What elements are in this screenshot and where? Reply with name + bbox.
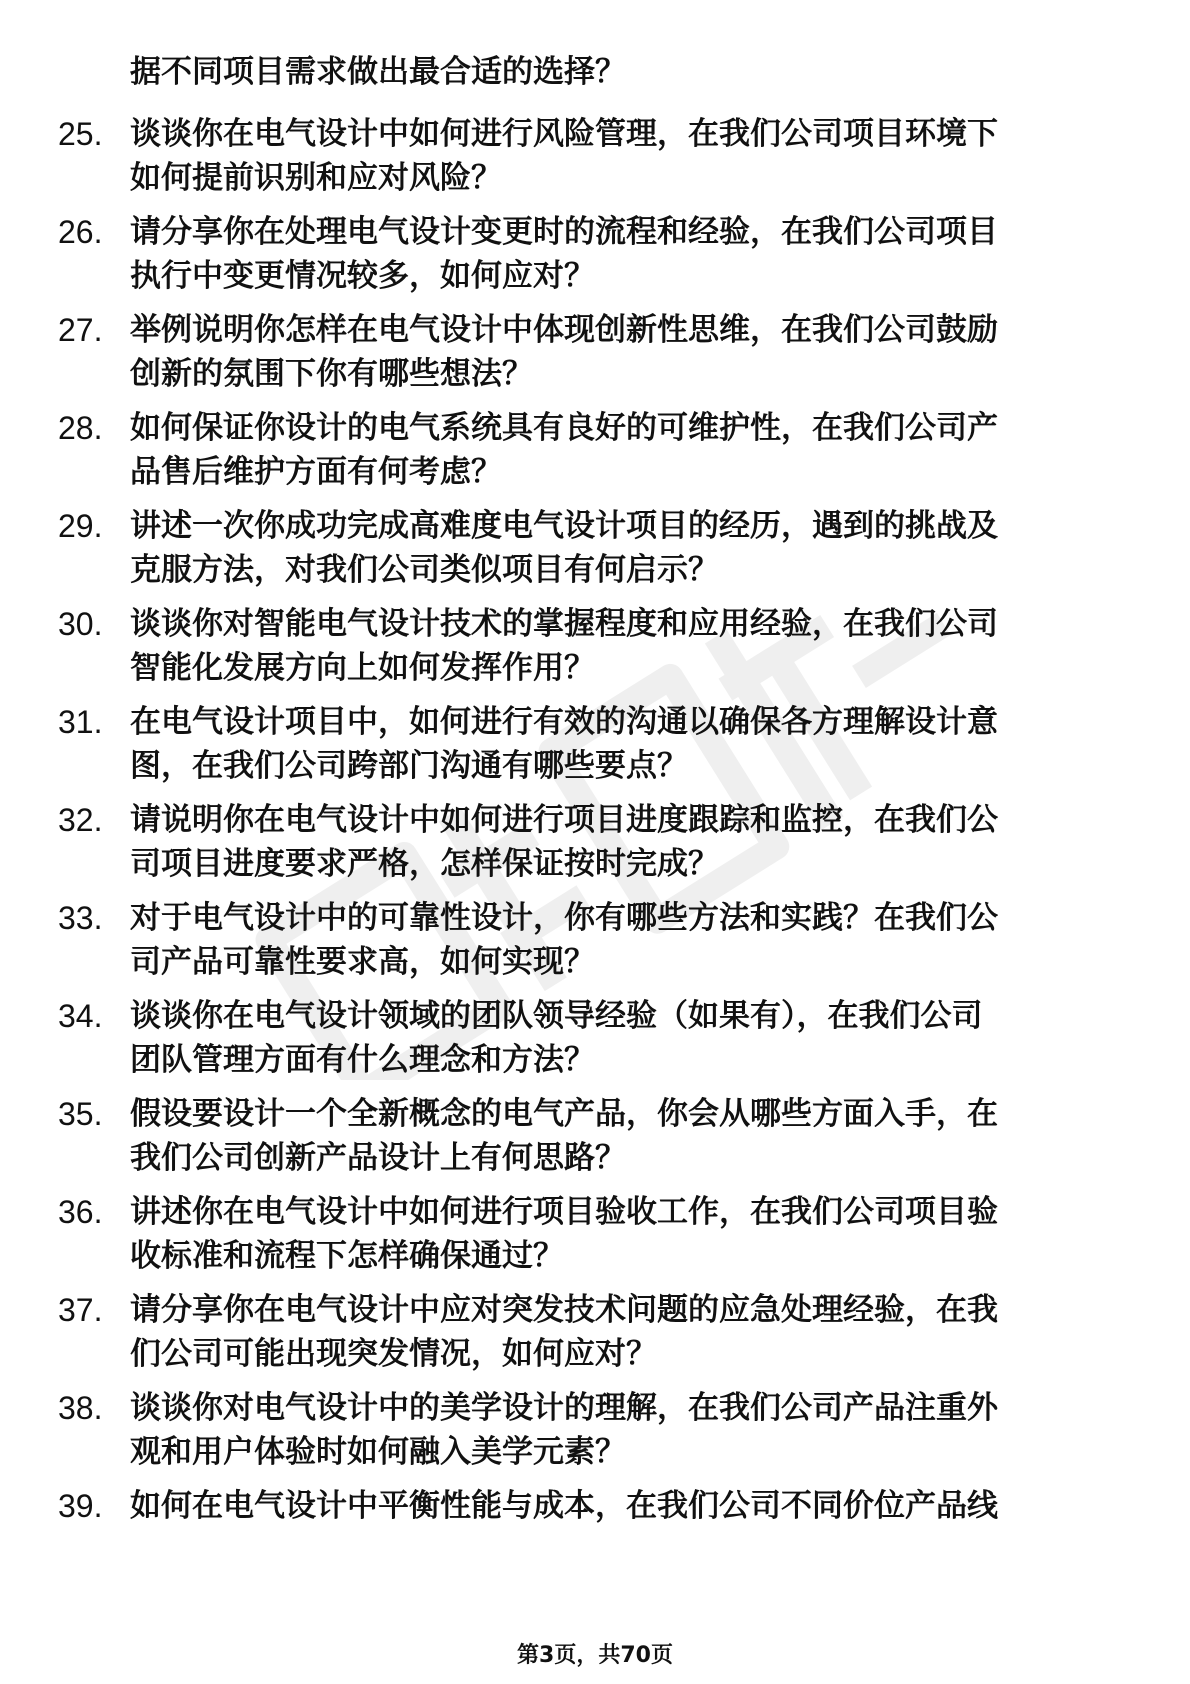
continued-question-text: 据不同项目需求做出最合适的选择？ (130, 54, 626, 90)
question-text (130, 1190, 1110, 1278)
question-item (0, 504, 1190, 602)
question-text (130, 1288, 1110, 1376)
question-item (0, 112, 1190, 210)
question-text-line: 司产品可靠性要求高，如何实现？ (130, 944, 595, 980)
question-text (130, 1092, 1110, 1180)
question-number: 32. (58, 802, 103, 838)
question-text-line: 对于电气设计中的可靠性设计，你有哪些方法和实践？在我们公 (130, 900, 998, 936)
question-text-line: 品售后维护方面有何考虑？ (130, 454, 502, 490)
question-item (0, 994, 1190, 1092)
question-text-line: 团队管理方面有什么理念和方法？ (130, 1042, 595, 1078)
question-number: 31. (58, 704, 103, 740)
question-text-line: 谈谈你对电气设计中的美学设计的理解，在我们公司产品注重外 (130, 1390, 998, 1426)
question-text (130, 798, 1110, 886)
question-text (130, 896, 1110, 984)
question-item (0, 700, 1190, 798)
question-text-line: 在电气设计项目中，如何进行有效的沟通以确保各方理解设计意 (130, 704, 998, 740)
question-text (130, 1484, 1110, 1528)
question-text-line: 司项目进度要求严格，怎样保证按时完成？ (130, 846, 719, 882)
question-text (130, 406, 1110, 494)
question-text-line: 观和用户体验时如何融入美学元素？ (130, 1434, 626, 1470)
question-text (130, 504, 1110, 592)
page-footer: 第3页，共70页 (517, 1643, 673, 1668)
question-item (0, 602, 1190, 700)
question-text-line: 谈谈你在电气设计中如何进行风险管理，在我们公司项目环境下 (130, 116, 998, 152)
question-number: 29. (58, 508, 103, 544)
question-text-line: 我们公司创新产品设计上有何思路？ (130, 1140, 626, 1176)
question-item (0, 1386, 1190, 1484)
question-text-line: 请说明你在电气设计中如何进行项目进度跟踪和监控，在我们公 (130, 802, 998, 838)
question-item (0, 896, 1190, 994)
question-text (130, 1386, 1110, 1474)
question-text-line: 执行中变更情况较多，如何应对？ (130, 258, 595, 294)
question-text-line: 请分享你在处理电气设计变更时的流程和经验，在我们公司项目 (130, 214, 998, 250)
question-text-line: 假设要设计一个全新概念的电气产品，你会从哪些方面入手，在 (130, 1096, 998, 1132)
question-item (0, 1484, 1190, 1582)
question-number: 38. (58, 1390, 103, 1426)
question-list (0, 112, 1190, 1582)
question-number: 34. (58, 998, 103, 1034)
question-text-line: 图，在我们公司跨部门沟通有哪些要点？ (130, 748, 688, 784)
question-number: 35. (58, 1096, 103, 1132)
question-number: 27. (58, 312, 103, 348)
question-item (0, 406, 1190, 504)
question-text-line: 们公司可能出现突发情况，如何应对？ (130, 1336, 657, 1372)
question-text (130, 210, 1110, 298)
question-number: 37. (58, 1292, 103, 1328)
question-text (130, 994, 1110, 1082)
question-text (130, 308, 1110, 396)
question-text (130, 700, 1110, 788)
question-text-line: 讲述一次你成功完成高难度电气设计项目的经历，遇到的挑战及 (130, 508, 998, 544)
question-text-line: 谈谈你对智能电气设计技术的掌握程度和应用经验，在我们公司 (130, 606, 998, 642)
question-number: 30. (58, 606, 103, 642)
question-text-line: 如何保证你设计的电气系统具有良好的可维护性，在我们公司产 (130, 410, 998, 446)
question-number: 25. (58, 116, 103, 152)
question-text-line: 创新的氛围下你有哪些想法？ (130, 356, 533, 392)
question-item (0, 1190, 1190, 1288)
question-text-line: 如何在电气设计中平衡性能与成本，在我们公司不同价位产品线 (130, 1488, 998, 1524)
question-number: 36. (58, 1194, 103, 1230)
question-number: 39. (58, 1488, 103, 1524)
question-text (130, 112, 1110, 200)
question-text-line: 讲述你在电气设计中如何进行项目验收工作，在我们公司项目验 (130, 1194, 998, 1230)
question-text-line: 如何提前识别和应对风险？ (130, 160, 502, 196)
question-number: 26. (58, 214, 103, 250)
question-number: 28. (58, 410, 103, 446)
question-text-line: 智能化发展方向上如何发挥作用？ (130, 650, 595, 686)
question-text (130, 602, 1110, 690)
question-item (0, 1288, 1190, 1386)
question-number: 33. (58, 900, 103, 936)
question-text-line: 举例说明你怎样在电气设计中体现创新性思维，在我们公司鼓励 (130, 312, 998, 348)
question-item (0, 210, 1190, 308)
question-item (0, 798, 1190, 896)
question-item (0, 1092, 1190, 1190)
question-text-line: 收标准和流程下怎样确保通过？ (130, 1238, 564, 1274)
question-item (0, 308, 1190, 406)
question-text-line: 克服方法，对我们公司类似项目有何启示？ (130, 552, 719, 588)
question-text-line: 谈谈你在电气设计领域的团队领导经验（如果有），在我们公司 (130, 998, 983, 1034)
question-text-line: 请分享你在电气设计中应对突发技术问题的应急处理经验，在我 (130, 1292, 998, 1328)
